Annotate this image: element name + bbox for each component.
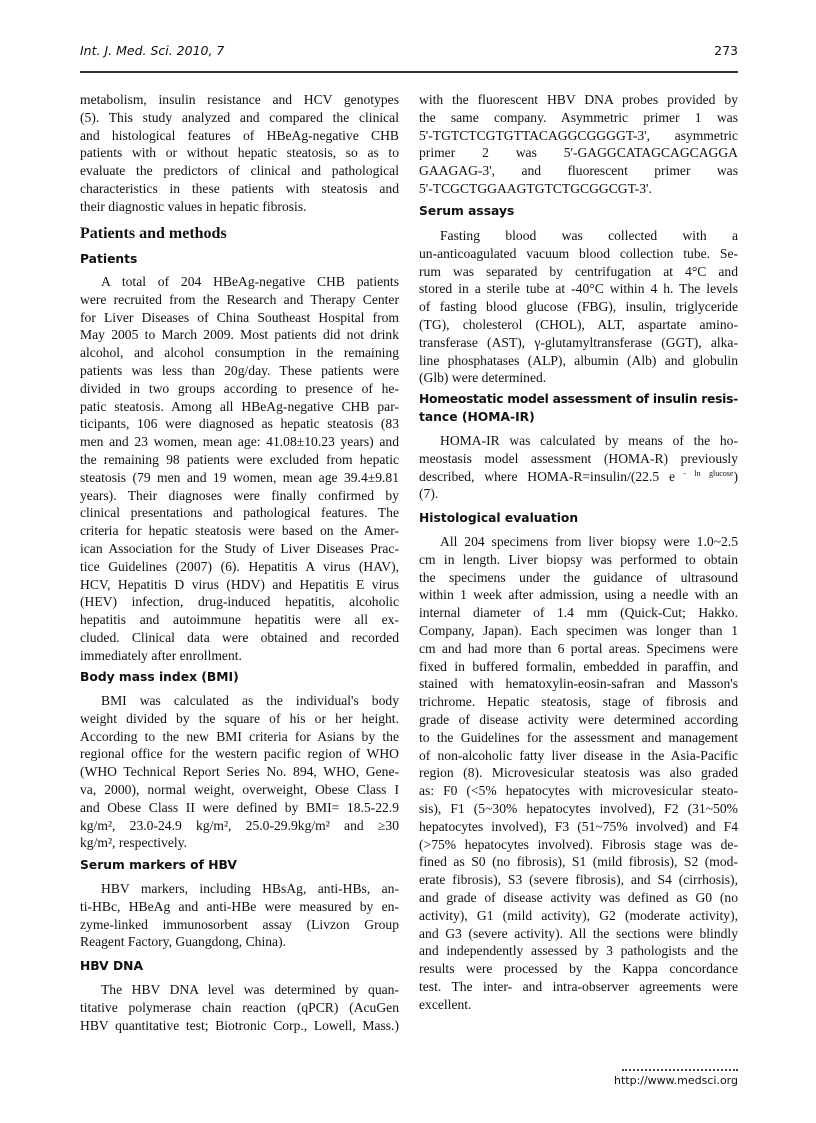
text-line: tice Guidelines (2007) (6). Hepatitis A virus (HAV), bbox=[80, 558, 399, 574]
text-line: for Liver Diseases of China Southeast Hospital from bbox=[80, 309, 399, 325]
text-line: and independently assessed by 3 pathologists and the bbox=[419, 943, 738, 959]
text-line: The HBV DNA level was determined by quan- bbox=[101, 982, 399, 997]
text-line: stored in a sterile tube at -40°C within 4 h. The levels bbox=[419, 281, 738, 297]
text-line: with the fluorescent HBV DNA probes provided by bbox=[419, 92, 738, 107]
text-line: and Obese Class II were defined by BMI= 18.5-22.9 bbox=[80, 799, 399, 815]
text-line: (HEV) infection, drug-induced hepatitis, alcoholic bbox=[80, 594, 399, 610]
text-line: According to the new BMI criteria for Asians by the bbox=[80, 728, 399, 744]
text-line: (TG), cholesterol (CHOL), ALT, aspartate amino- bbox=[419, 316, 738, 332]
text-line: (Glb) were determined. bbox=[419, 370, 547, 386]
text-line: line phosphatases (ALP), albumin (Alb) and globulin bbox=[419, 352, 738, 368]
homa-heading bbox=[419, 390, 739, 426]
text-line: HBV markers, including HBsAg, anti-HBs, an- bbox=[101, 881, 399, 896]
footer-url: http://www.medsci.org bbox=[613, 1074, 738, 1087]
hbv-dna-heading: HBV DNA bbox=[80, 959, 143, 973]
text-line: patic steatosis. Among all HBeAg-negative CHB par- bbox=[80, 398, 399, 414]
text-line: sis), F1 (5~30% hepatocytes involved), F2 (31~50% bbox=[419, 800, 738, 816]
text-line: BMI was calculated as the individual's body bbox=[101, 693, 399, 708]
text-line: the specimens under the guidance of ultrasound bbox=[419, 569, 738, 585]
text-line: GAAGAG-3', and fluorescent primer was bbox=[419, 163, 738, 179]
homa-paragraph bbox=[419, 432, 738, 503]
text-line: kg/m², 23.0-24.9 kg/m², 25.0-29.9kg/m² and ≥30 bbox=[80, 817, 399, 833]
text-line: years). Their diagnoses were finally confirmed by bbox=[80, 487, 399, 503]
text-line: within 1 week after admission, using a needle with an bbox=[419, 587, 738, 603]
section-title: Patients and methods bbox=[80, 225, 227, 242]
text-line: alcohol, and alcohol consumption in the remaining bbox=[80, 345, 399, 361]
text-line: zyme-linked immunosorbent assay (Livzon Group bbox=[80, 916, 399, 932]
text-line: (WHO Technical Report Series No. 894, WHO, Gene- bbox=[80, 764, 399, 780]
text-line: transferase (AST), γ-glutamyltransferase (GGT), alka- bbox=[419, 334, 738, 350]
formula-close: ) bbox=[733, 468, 738, 484]
text-line: and G3 (severe activity). All the sections were blindly bbox=[419, 925, 738, 941]
patients-paragraph bbox=[80, 273, 399, 665]
text-line: hepatitis and autoimmune hepatitis were all ex- bbox=[80, 612, 399, 628]
text-line: hepatocytes involved), F3 (51~75% involved) and F4 bbox=[419, 818, 738, 834]
text-line: cm and had more than 6 portal areas. Specimens were bbox=[419, 640, 738, 656]
text-line: HBV quantitative test; Biotronic Corp., Lowell, Mass.) bbox=[80, 1017, 399, 1033]
formula-text: described, where HOMA-R=insulin/(22.5 e bbox=[419, 468, 675, 484]
text-line: va, 2000), normal weight, overweight, Obese Class I bbox=[80, 781, 399, 797]
running-header-journal: Int. J. Med. Sci. 2010, 7 bbox=[80, 43, 225, 58]
text-line: divided in two groups according to presence of he- bbox=[80, 380, 399, 396]
intro-paragraph bbox=[80, 91, 399, 216]
text-line: A total of 204 HBeAg-negative CHB patients bbox=[101, 274, 399, 289]
text-line: activity), G1 (mild activity), G2 (moderate activity), bbox=[419, 907, 738, 923]
text-line bbox=[419, 468, 738, 486]
text-line: the remaining 98 patients were excluded from hepatic bbox=[80, 451, 399, 467]
text-line: 5'-TGTCTCGTGTTACAGGCGGGGT-3', asymmetric bbox=[419, 127, 738, 143]
histological-paragraph bbox=[419, 533, 738, 1014]
text-line: ican Association for the Study of Liver Diseases Prac- bbox=[80, 540, 399, 556]
text-line: stained with hematoxylin-eosin-safran and Masson's bbox=[419, 676, 738, 692]
text-line: as: F0 (<5% hepatocytes with microvesicular steato- bbox=[419, 783, 738, 799]
text-line: primer 2 was 5'-GAGGCATAGCAGCAGGA bbox=[419, 145, 738, 161]
text-line: of fasting blood glucose (FBG), insulin, triglyceride bbox=[419, 299, 738, 315]
text-line: trichrome. Hepatic steatosis, stage of fibrosis and bbox=[419, 694, 738, 710]
header-rule bbox=[80, 71, 738, 73]
text-line: results were processed by the Kappa concordance bbox=[419, 961, 738, 977]
formula-exponent: - ln glucose bbox=[674, 468, 734, 478]
text-line: excellent. bbox=[419, 996, 472, 1012]
markers-heading: Serum markers of HBV bbox=[80, 858, 237, 872]
text-line: kg/m², respectively. bbox=[80, 835, 188, 851]
text-line: rum was separated by centrifugation at 4°C and bbox=[419, 263, 738, 279]
text-line: titative polymerase chain reaction (qPCR) (AcuGen bbox=[80, 999, 399, 1015]
text-line: ti-HBc, HBeAg and anti-HBe were measured by en- bbox=[80, 898, 399, 914]
primers-paragraph bbox=[419, 91, 738, 198]
bmi-paragraph bbox=[80, 692, 399, 852]
text-line: (>75% hepatocytes involved). Fibrosis stage was de- bbox=[419, 836, 738, 852]
text-line: characteristics in these patients with steatosis and bbox=[80, 180, 399, 196]
text-line: men and 23 women, mean age: 41.08±10.23 years) and bbox=[80, 434, 399, 450]
hbv-dna-paragraph bbox=[80, 981, 399, 1034]
text-line: fined as S0 (no fibrosis), S1 (mild fibrosis), S2 (mod- bbox=[419, 854, 738, 870]
histological-heading: Histological evaluation bbox=[419, 511, 579, 525]
text-line: of non-alcoholic fatty liver disease in the Asia-Pacific bbox=[419, 747, 738, 763]
text-line: un-anticoagulated vacuum blood collection tube. Se- bbox=[419, 245, 738, 261]
page-number: 273 bbox=[714, 43, 738, 58]
text-line: and grade of disease activity was defined as G0 (no bbox=[419, 889, 738, 905]
text-line: ticipants, 106 were diagnosed as hepatic steatosis (83 bbox=[80, 416, 399, 432]
text-line: immediately after enrollment. bbox=[80, 647, 242, 663]
text-line: steatosis (79 men and 19 women, mean age 39.4±9.81 bbox=[80, 469, 399, 485]
text-line: weight divided by the square of his or her height. bbox=[80, 710, 399, 726]
text-line: internal diameter of 1.4 mm (Quick-Cut; Hakko. bbox=[419, 605, 738, 621]
text-line: 5'-TCGCTGGAAGTGTCTGCGGCGT-3'. bbox=[419, 180, 652, 196]
bmi-heading: Body mass index (BMI) bbox=[80, 670, 239, 684]
text-line: test. The inter- and intra-observer agreements were bbox=[419, 978, 738, 994]
text-line: Company, Japan). Each specimen was longer than 1 bbox=[419, 622, 738, 638]
text-line: evaluate the predictors of clinical and pathological bbox=[80, 163, 399, 179]
patients-heading: Patients bbox=[80, 252, 138, 266]
text-line: regional office for the western pacific region of WHO bbox=[80, 746, 399, 762]
text-line: May 2005 to March 2009. Most patients did not drink bbox=[80, 327, 399, 343]
text-line: meostasis model assessment (HOMA-R) previously bbox=[419, 450, 738, 466]
text-line: (5). This study analyzed and compared the clinical bbox=[80, 109, 399, 125]
text-line: their diagnostic values in hepatic fibrosis. bbox=[80, 198, 307, 214]
text-line: patients with or without hepatic steatosis, so as to bbox=[80, 145, 399, 161]
text-line: HCV, Hepatitis D virus (HDV) and Hepatitis E virus bbox=[80, 576, 399, 592]
homa-heading-line1: Homeostatic model assessment of insulin resis- bbox=[419, 392, 739, 406]
text-line: HOMA-IR was calculated by means of the ho- bbox=[440, 433, 738, 448]
text-line: region (8). Microvesicular steatosis was also graded bbox=[419, 765, 738, 781]
text-line: Reagent Factory, Guangdong, China). bbox=[80, 934, 286, 950]
text-line: cluded. Clinical data were obtained and recorded bbox=[80, 629, 399, 645]
footer-rule bbox=[622, 1069, 738, 1071]
serum-assays-paragraph bbox=[419, 227, 738, 387]
text-line: the same company. Asymmetric primer 1 was bbox=[419, 109, 738, 125]
text-line: to the Guidelines for the assessment and management bbox=[419, 729, 738, 745]
text-line: metabolism, insulin resistance and HCV genotypes bbox=[80, 92, 399, 107]
text-line: All 204 specimens from liver biopsy were 1.0~2.5 bbox=[440, 534, 738, 549]
text-line: Fasting blood was collected with a bbox=[440, 228, 738, 243]
text-line: criteria for hepatic steatosis were based on the Amer- bbox=[80, 523, 399, 539]
text-line: fixed in buffered formalin, embedded in paraffin, and bbox=[419, 658, 738, 674]
markers-paragraph bbox=[80, 880, 399, 951]
text-line: erate fibrosis), S3 (severe fibrosis), and S4 (cirrhosis), bbox=[419, 872, 738, 888]
text-line: were recruited from the Research and Therapy Center bbox=[80, 291, 399, 307]
text-line: and histological features of HBeAg-negative CHB bbox=[80, 127, 399, 143]
homa-heading-line2: tance (HOMA-IR) bbox=[419, 410, 535, 424]
text-line: grade of disease activity were determined according bbox=[419, 711, 738, 727]
text-line: cm in length. Liver biopsy was performed to obtain bbox=[419, 551, 738, 567]
text-line: (7). bbox=[419, 486, 439, 502]
text-line: clinical presentations and pathological features. The bbox=[80, 505, 399, 521]
text-line: patients was less than 20g/day. These patients were bbox=[80, 362, 399, 378]
serum-assays-heading: Serum assays bbox=[419, 204, 515, 218]
